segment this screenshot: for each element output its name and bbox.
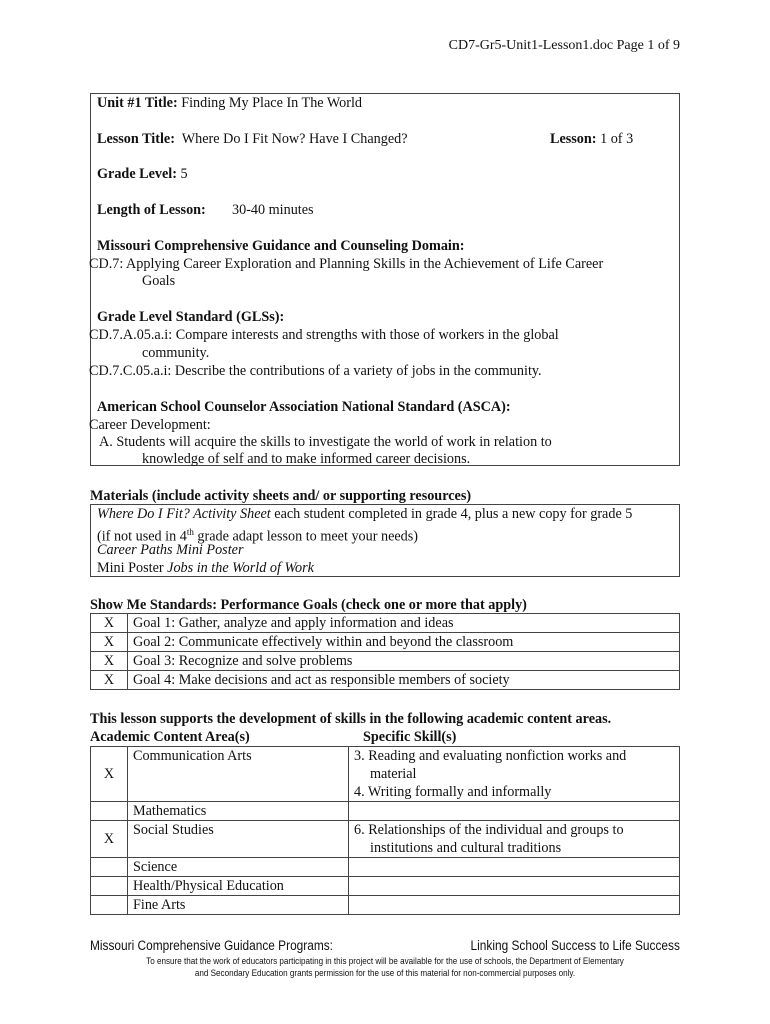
materials-line-4: Mini Poster Jobs in the World of Work (97, 560, 314, 576)
area-name: Communication Arts (128, 747, 349, 802)
area-mark (91, 877, 128, 896)
table-row (91, 614, 680, 633)
asca-line-1: A. Students will acquire the skills to investigate the world of work in relation to (99, 434, 552, 450)
area-name: Mathematics (128, 802, 349, 821)
table-row (91, 858, 680, 877)
goal-mark: X (91, 652, 128, 671)
unit-title-line: Unit #1 Title: Finding My Place In The World (97, 95, 363, 111)
area-skill (349, 858, 680, 877)
goal-text: Goal 2: Communicate effectively within and beyond the classroom (128, 633, 680, 652)
academic-area-header: Academic Content Area(s) (90, 729, 250, 745)
area-skill: 3. Reading and evaluating nonfiction works and material 4. Writing formally and informally (349, 747, 680, 802)
lesson-info-box (90, 93, 680, 466)
footer-right: Linking School Success to Life Success (470, 938, 680, 953)
table-row (91, 802, 680, 821)
area-mark: X (91, 747, 128, 802)
goal-mark: X (91, 671, 128, 690)
performance-goals-table (90, 613, 680, 690)
area-skill (349, 877, 680, 896)
page-header: CD7-Gr5-Unit1-Lesson1.doc Page 1 of 9 (448, 38, 680, 53)
area-name: Social Studies (128, 821, 349, 858)
gls-heading: Grade Level Standard (GLSs): (97, 309, 285, 325)
length-line: Length of Lesson: (97, 202, 206, 218)
asca-heading: American School Counselor Association National Standard (ASCA): (97, 399, 511, 415)
domain-line-1: CD.7: Applying Career Exploration and Planning Skills in the Achievement of Life Career (89, 256, 604, 272)
area-mark: X (91, 821, 128, 858)
table-row (91, 877, 680, 896)
table-row (91, 671, 680, 690)
area-mark (91, 858, 128, 877)
goal-text: Goal 4: Make decisions and act as responsible members of society (128, 671, 680, 690)
asca-subheading: Career Development: (89, 417, 211, 433)
asca-line-2: knowledge of self and to make informed career decisions. (142, 451, 471, 467)
materials-heading: Materials (include activity sheets and/ or supporting resources) (90, 488, 472, 504)
table-row (91, 896, 680, 915)
domain-line-2: Goals (142, 273, 176, 289)
domain-heading: Missouri Comprehensive Guidance and Counseling Domain: (97, 238, 465, 254)
lesson-number: Lesson: 1 of 3 (550, 131, 634, 147)
materials-line-2: (if not used in 4th grade adapt lesson to meet your needs) (97, 527, 419, 545)
table-row (91, 633, 680, 652)
show-me-heading: Show Me Standards: Performance Goals (check one or more that apply) (90, 597, 527, 613)
footer-note-2: and Secondary Education grants permission for the use of this material for non-commercial purposes only. (194, 968, 576, 978)
academic-content-table (90, 746, 680, 915)
footer-note-1: To ensure that the work of educators participating in this project will be available for the use of schools, the Department of Elementary (146, 956, 624, 966)
area-skill: 6. Relationships of the individual and groups to institutions and cultural traditions (349, 821, 680, 858)
table-row (91, 652, 680, 671)
table-row (91, 747, 680, 802)
area-mark (91, 896, 128, 915)
area-skill (349, 896, 680, 915)
materials-line-3: Career Paths Mini Poster (97, 542, 244, 558)
grade-level-line: Grade Level: 5 (97, 166, 188, 182)
gls-line-3: CD.7.C.05.a.i: Describe the contributions of a variety of jobs in the community. (89, 363, 542, 379)
goal-text: Goal 1: Gather, analyze and apply information and ideas (128, 614, 680, 633)
academic-intro: This lesson supports the development of skills in the following academic content areas. (90, 711, 612, 727)
area-name: Science (128, 858, 349, 877)
footer-left: Missouri Comprehensive Guidance Programs: (90, 938, 333, 953)
area-mark (91, 802, 128, 821)
gls-line-2: community. (142, 345, 210, 361)
academic-skill-header: Specific Skill(s) (363, 729, 457, 745)
materials-line-1: Where Do I Fit? Activity Sheet each student completed in grade 4, plus a new copy for grade 5 (97, 506, 633, 522)
gls-line-1: CD.7.A.05.a.i: Compare interests and strengths with those of workers in the global (89, 327, 559, 343)
goal-mark: X (91, 633, 128, 652)
goal-text: Goal 3: Recognize and solve problems (128, 652, 680, 671)
materials-box (90, 504, 680, 577)
length-value: 30-40 minutes (232, 202, 314, 218)
lesson-title-line: Lesson Title: Where Do I Fit Now? Have I Changed? (97, 131, 408, 147)
area-skill (349, 802, 680, 821)
area-name: Fine Arts (128, 896, 349, 915)
table-row (91, 821, 680, 858)
goal-mark: X (91, 614, 128, 633)
area-name: Health/Physical Education (128, 877, 349, 896)
